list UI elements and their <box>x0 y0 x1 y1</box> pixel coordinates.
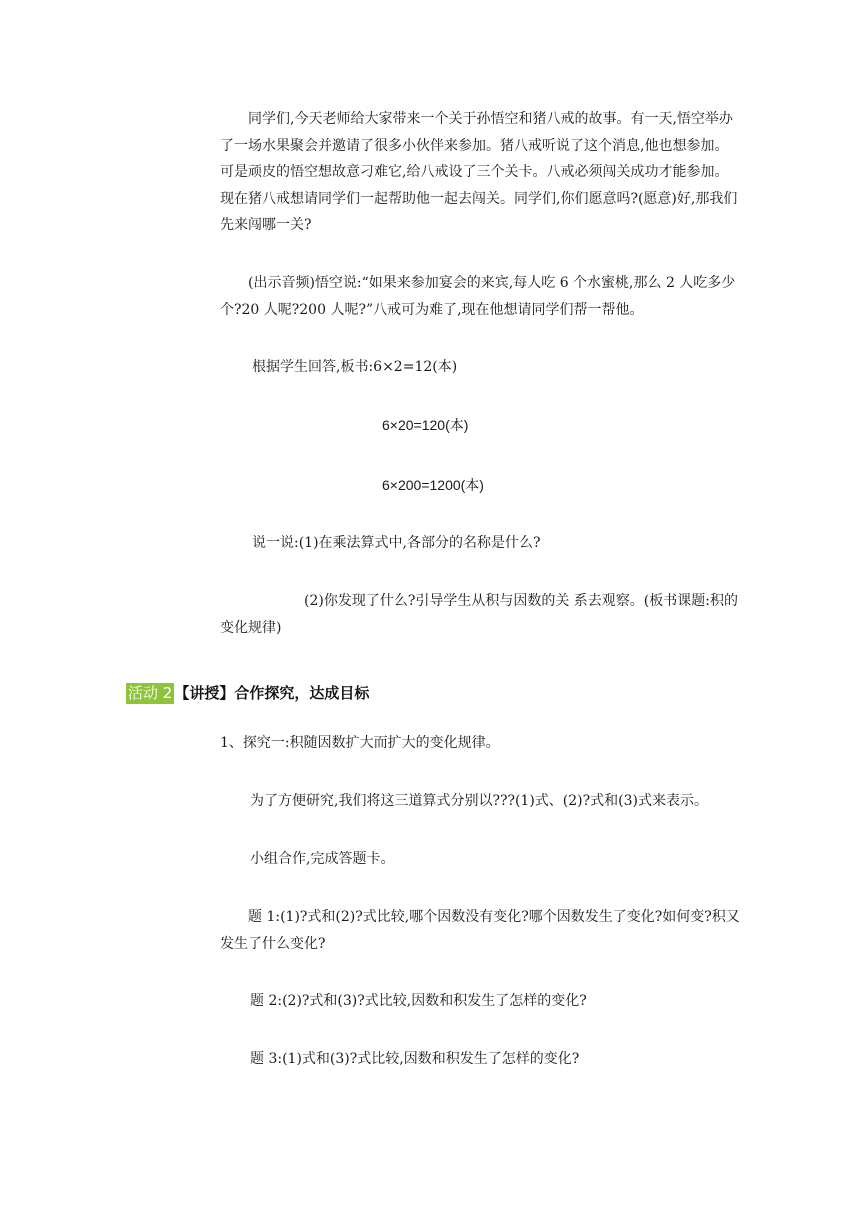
question-2: 题 2:(2)?式和(3)?式比较,因数和积发生了怎样的变化? <box>250 993 587 1009</box>
question-1: 题 1:(1)?式和(2)?式比较,哪个因数没有变化?哪个因数发生了变化?如何变?积又发生了什么变化? <box>220 909 740 952</box>
audio-prompt-paragraph: (出示音频)悟空说:“如果来参加宴会的来宾,每人吃 6 个水蜜桃,那么 2 人吃多少个?20 人呢?200 人呢?”八戒可为难了,现在他想请同学们帮一帮他。 <box>220 275 736 318</box>
explore-notation-paragraph: 为了方便研究,我们将这三道算式分别以???(1)式、(2)?式和(3)式来表示。 <box>250 793 708 809</box>
discussion-question-1: 说一说:(1)在乘法算式中,各部分的名称是什么? <box>252 535 541 551</box>
activity-heading <box>126 682 369 704</box>
board-equation-1: 根据学生回答,板书:6×2=12(本) <box>252 359 458 375</box>
discussion-question-2: (2)你发现了什么?引导学生从积与因数的关 系去观察。(板书课题:积的变化规律) <box>220 593 738 636</box>
question-3: 题 3:(1)式和(3)?式比较,因数和积发生了怎样的变化? <box>250 1051 580 1067</box>
activity-tag: 活动 2 <box>128 684 173 702</box>
board-equation-2: 6×20=120(本) <box>382 417 469 433</box>
group-work-paragraph: 小组合作,完成答题卡。 <box>250 851 395 867</box>
explore-item-1: 1、探究一:积随因数扩大而扩大的变化规律。 <box>220 735 500 751</box>
board-equation-3: 6×200=1200(本) <box>382 477 484 493</box>
activity-title: 【讲授】合作探究，达成目标 <box>174 684 370 702</box>
intro-story-paragraph: 同学们,今天老师给大家带来一个关于孙悟空和猪八戒的故事。有一天,悟空举办了一场水果聚会并邀请了很多小伙伴来参加。猪八戒听说了这个消息,他也想参加。可是顽皮的悟空想故意刁难它,给八戒设了三个关卡。八戒必须闯关成功才能参加。现在猪八戒想请同学们一起帮助他一起去闯关。同学们,你们愿意吗?(愿意)好,那我们先来闯哪一关? <box>220 111 738 233</box>
